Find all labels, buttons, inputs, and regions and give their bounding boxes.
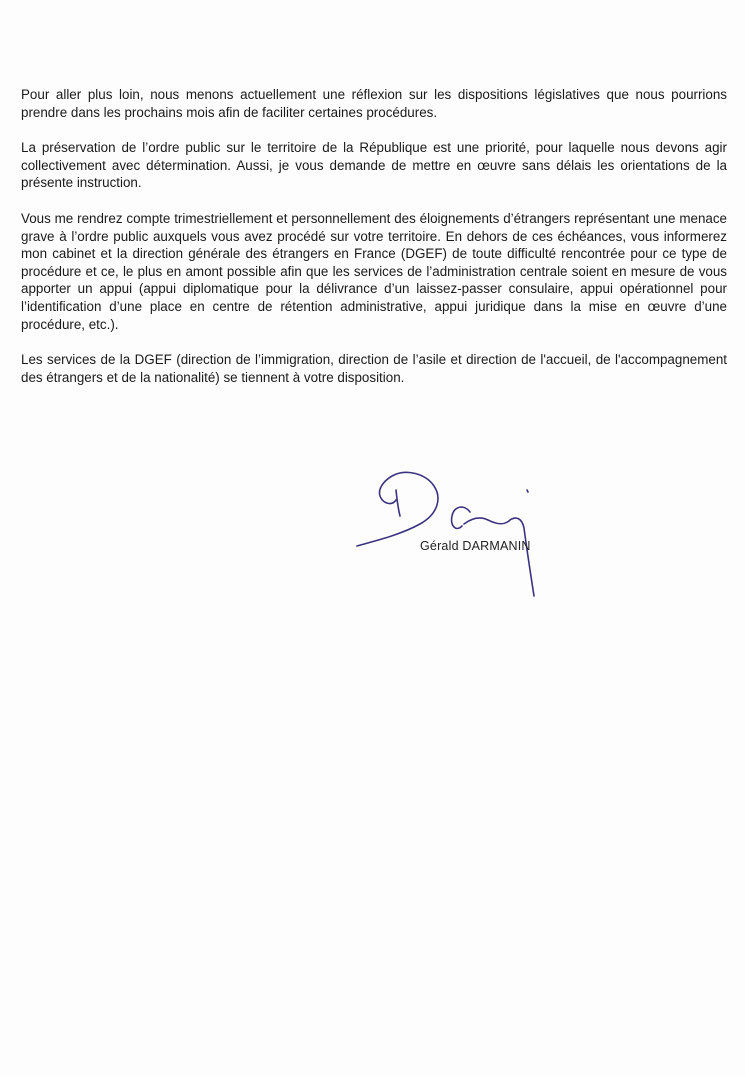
signature-stroke-a-curve	[452, 507, 470, 528]
signature-stroke-d-loop	[357, 472, 438, 546]
paragraph-dgef-services: Les services de la DGEF (direction de l’immigration, direction de l’asile et direction de l'accueil, de l'accompagnement des étrangers et de la nationalité) se tiennent à votre disposition.	[21, 352, 727, 385]
signature-block	[340, 460, 600, 610]
signature-stroke-dot	[527, 490, 528, 492]
paragraph-quarterly-reporting: Vous me rendrez compte trimestriellement et personnellement des éloignements d’étrangers représentant une menace grave à l’ordre public auxquels vous avez procédé sur votre territoire. En dehors de ces échéances, vous informerez mon cabinet et la direction générale des étrangers en France (DGEF) de toute difficulté rencontrée pour ce type de procédure et ce, le plus en amont possible afin que les services de l’administration centrale soient en mesure de vous apporter un appui (appui diplomatique pour la délivrance d’un laissez-passer consulaire, appui opérationnel pour l’identification d’une place en centre de rétention administrative, appui juridique dans la mise en œuvre d’une procédure, etc.).	[21, 210, 727, 332]
signature-stroke-tail	[464, 518, 534, 596]
signer-name: Gérald DARMANIN	[420, 539, 531, 553]
handwritten-signature	[340, 460, 600, 610]
paragraph-legislative-reflection: Pour aller plus loin, nous menons actuellement une réflexion sur les dispositions législatives que nous pourrions prendre dans les prochains mois afin de faciliter certaines procédures.	[21, 87, 727, 120]
signature-stroke-d-stem	[396, 490, 400, 516]
letter-body	[21, 86, 727, 404]
paragraph-public-order-priority: La préservation de l’ordre public sur le territoire de la République est une priorité, pour laquelle nous devons agir collectivement avec détermination. Aussi, je vous demande de mettre en œuvre sans délais les orientations de la présente instruction.	[21, 140, 727, 191]
